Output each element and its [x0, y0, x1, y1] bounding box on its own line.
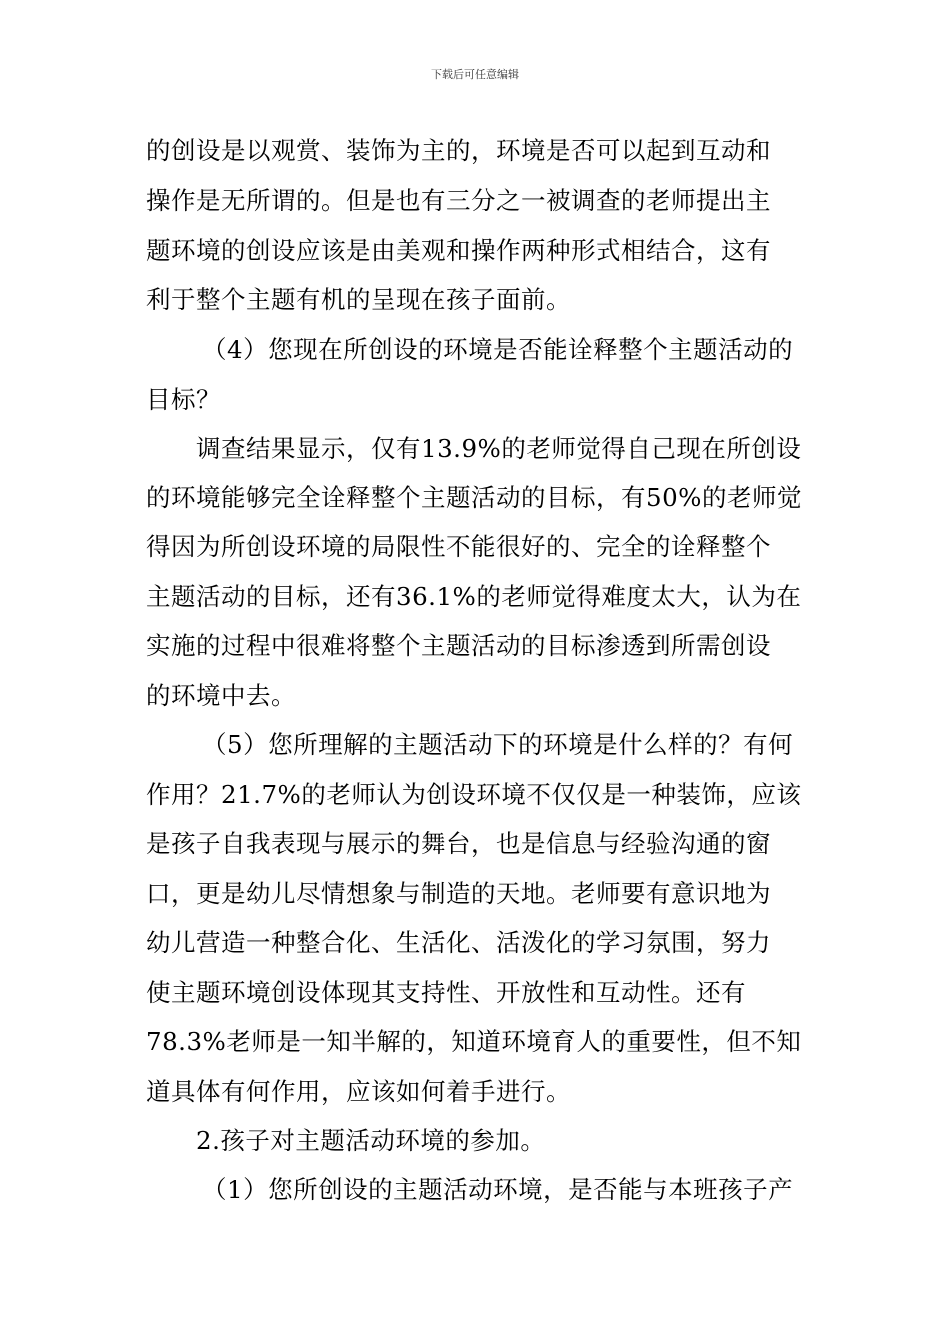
paragraph-start-line: 调查结果显示，仅有13.9%的老师觉得自己现在所创设: [196, 434, 802, 463]
text-line: 口，更是幼儿尽情想象与制造的天地。老师要有意识地为: [146, 879, 771, 908]
question-4-line: （4）您现在所创设的环境是否能诠释整个主题活动的: [202, 335, 794, 364]
text-line: 实施的过程中很难将整个主题活动的目标渗透到所需创设: [146, 631, 771, 660]
text-line: 利于整个主题有机的呈现在孩子面前。: [146, 285, 571, 314]
text-line: 的创设是以观赏、装饰为主的，环境是否可以起到互动和: [146, 136, 771, 165]
text-line: 得因为所创设环境的局限性不能很好的、完全的诠释整个: [146, 532, 771, 561]
text-line: 道具体有何作用，应该如何着手进行。: [146, 1077, 571, 1106]
text-line: 题环境的创设应该是由美观和操作两种形式相结合，这有: [146, 236, 771, 265]
text-line: 78.3%老师是一知半解的，知道环境育人的重要性，但不知: [146, 1027, 802, 1056]
text-line: 目标？: [146, 385, 221, 414]
text-line: 操作是无所谓的。但是也有三分之一被调查的老师提出主: [146, 186, 771, 215]
question-5-line: （5）您所理解的主题活动下的环境是什么样的？有何: [202, 730, 794, 759]
text-line: 主题活动的目标，还有36.1%的老师觉得难度太大，认为在: [146, 582, 802, 611]
text-line: 是孩子自我表现与展示的舞台，也是信息与经验沟通的窗: [146, 829, 771, 858]
text-line: 作用？21.7%的老师认为创设环境不仅仅是一种装饰，应该: [146, 780, 802, 809]
text-line: 幼儿营造一种整合化、生活化、活泼化的学习氛围，努力: [146, 928, 771, 957]
text-line: 使主题环境创设体现其支持性、开放性和互动性。还有: [146, 978, 746, 1007]
section-heading: 2.孩子对主题活动环境的参加。: [196, 1126, 546, 1155]
text-line: 的环境中去。: [146, 681, 296, 710]
text-line: 的环境能够完全诠释整个主题活动的目标，有50%的老师觉: [146, 483, 802, 512]
page-header: 下载后可任意编辑: [431, 68, 519, 81]
question-1-line: （1）您所创设的主题活动环境，是否能与本班孩子产: [202, 1175, 794, 1204]
